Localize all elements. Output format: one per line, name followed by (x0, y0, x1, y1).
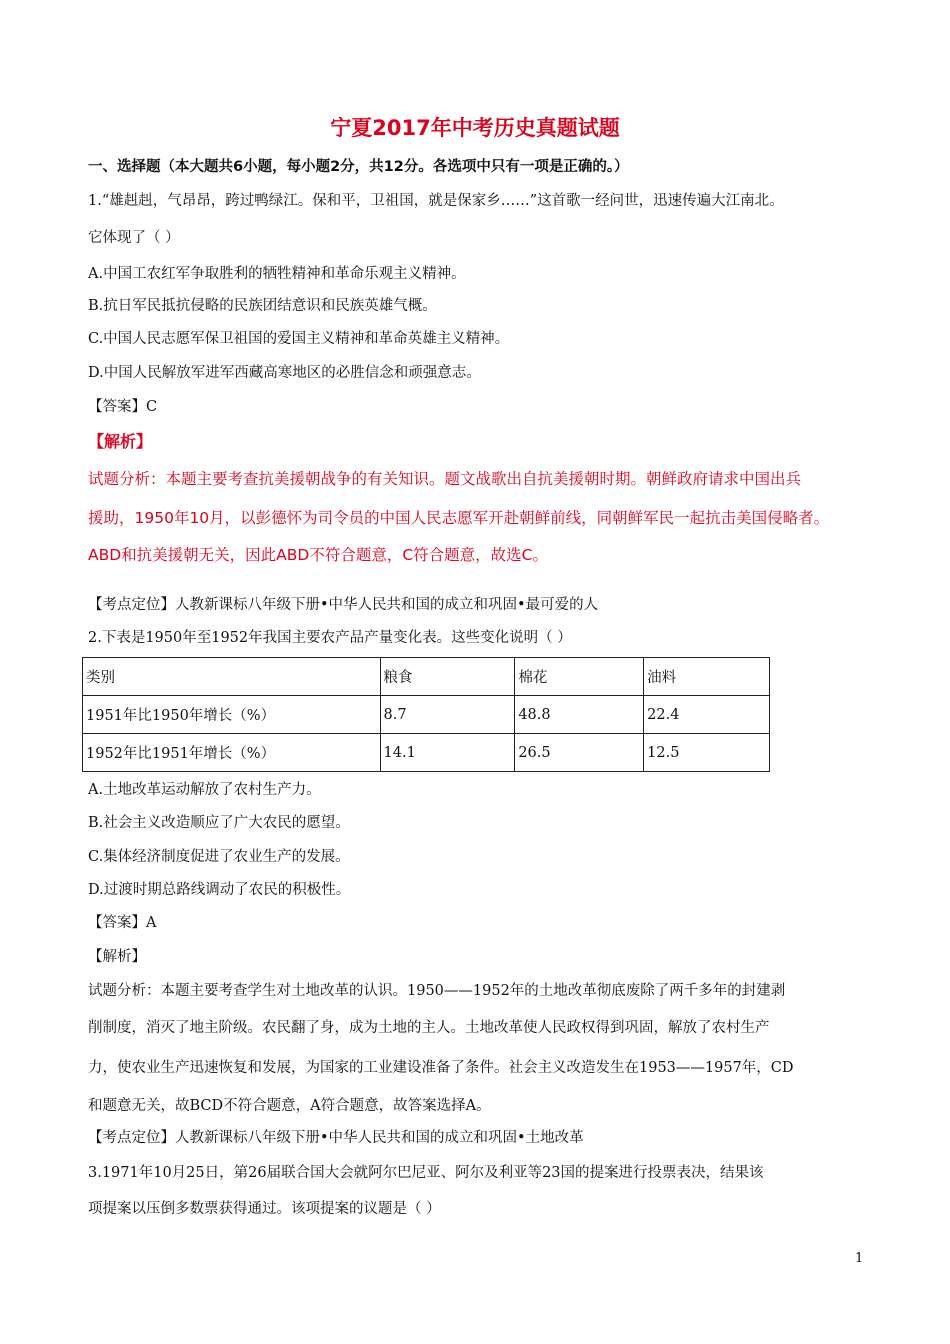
q2-option-a: A.土地改革运动解放了农村生产力。 (88, 782, 321, 798)
q2-data-table (82, 657, 770, 772)
q1-option-a: A.中国工农红军争取胜利的牺牲精神和革命乐观主义精神。 (88, 266, 466, 282)
table-header-cell: 粮食 (380, 658, 515, 696)
table-header-cell: 油料 (644, 658, 770, 696)
table-row (83, 734, 770, 772)
page-number: 1 (855, 1251, 864, 1266)
table-cell: 48.8 (515, 696, 644, 734)
table-cell: 22.4 (644, 696, 770, 734)
table-cell: 1951年比1950年增长（%） (83, 696, 381, 734)
q3-stem-line1: 3.1971年10月25日，第26届联合国大会就阿尔巴尼亚、阿尔及利亚等23国的提案进行投票表决，结果该 (88, 1165, 764, 1181)
page-title: 宁夏2017年中考历史真题试题 (330, 116, 620, 140)
table-header-row (83, 658, 770, 696)
q2-analysis-label: 【解析】 (88, 949, 146, 965)
q1-analysis-label: 【解析】 (88, 432, 153, 451)
q1-analysis-line2: 援助，1950年10月，以彭德怀为司令员的中国人民志愿军开赴朝鲜前线，同朝鲜军民一起抗击美国侵略者。 (88, 509, 830, 527)
q2-analysis-line3: 力，使农业生产迅速恢复和发展，为国家的工业建设准备了条件。社会主义改造发生在1953——1957年，CD (88, 1060, 794, 1076)
q1-analysis-line3: ABD和抗美援朝无关，因此ABD不符合题意，C符合题意，故选C。 (88, 546, 548, 564)
table-header-cell: 类别 (83, 658, 381, 696)
q2-analysis-line2: 削制度，消灭了地主阶级。农民翻了身，成为土地的主人。土地改革使人民政权得到巩固，解放了农村生产 (88, 1020, 770, 1036)
q2-kaodian: 【考点定位】人教新课标八年级下册•中华人民共和国的成立和巩固•土地改革 (88, 1130, 584, 1146)
q2-option-c: C.集体经济制度促进了农业生产的发展。 (88, 849, 350, 865)
q1-stem-line1: 1.“雄赳赳，气昂昂，跨过鸭绿江。保和平，卫祖国，就是保家乡……”这首歌一经问世，迅速传遍大江南北。 (88, 193, 784, 209)
q2-analysis-line4: 和题意无关，故BCD不符合题意，A符合题意，故答案选择A。 (88, 1098, 491, 1114)
q1-option-d: D.中国人民解放军进军西藏高寒地区的必胜信念和顽强意志。 (88, 365, 481, 381)
table-cell: 1952年比1951年增长（%） (83, 734, 381, 772)
q1-stem-line2: 它体现了（ ） (88, 230, 180, 246)
q2-answer: 【答案】A (88, 915, 157, 931)
q2-stem: 2.下表是1950年至1952年我国主要农产品产量变化表。这些变化说明（ ） (88, 630, 572, 646)
table-row (83, 696, 770, 734)
q2-option-d: D.过渡时期总路线调动了农民的积极性。 (88, 882, 351, 898)
table-cell: 26.5 (515, 734, 644, 772)
q1-kaodian: 【考点定位】人教新课标八年级下册•中华人民共和国的成立和巩固•最可爱的人 (88, 597, 599, 613)
table-header-cell: 棉花 (515, 658, 644, 696)
q1-answer: 【答案】C (88, 399, 158, 415)
q1-option-c: C.中国人民志愿军保卫祖国的爱国主义精神和革命英雄主义精神。 (88, 331, 510, 347)
table-cell: 14.1 (380, 734, 515, 772)
q1-option-b: B.抗日军民抵抗侵略的民族团结意识和民族英雄气概。 (88, 298, 437, 314)
q2-analysis-line1: 试题分析：本题主要考查学生对土地改革的认识。1950——1952年的土地改革彻底废除了两千多年的封建剥 (88, 983, 786, 999)
section-heading: 一、选择题（本大题共6小题，每小题2分，共12分。各选项中只有一项是正确的。） (88, 159, 629, 175)
table-cell: 12.5 (644, 734, 770, 772)
q2-option-b: B.社会主义改造顺应了广大农民的愿望。 (88, 815, 350, 831)
q1-analysis-line1: 试题分析：本题主要考查抗美援朝战争的有关知识。题文战歌出自抗美援朝时期。朝鲜政府请求中国出兵 (88, 470, 802, 488)
table-cell: 8.7 (380, 696, 515, 734)
q3-stem-line2: 项提案以压倒多数票获得通过。该项提案的议题是（ ） (88, 1201, 441, 1217)
